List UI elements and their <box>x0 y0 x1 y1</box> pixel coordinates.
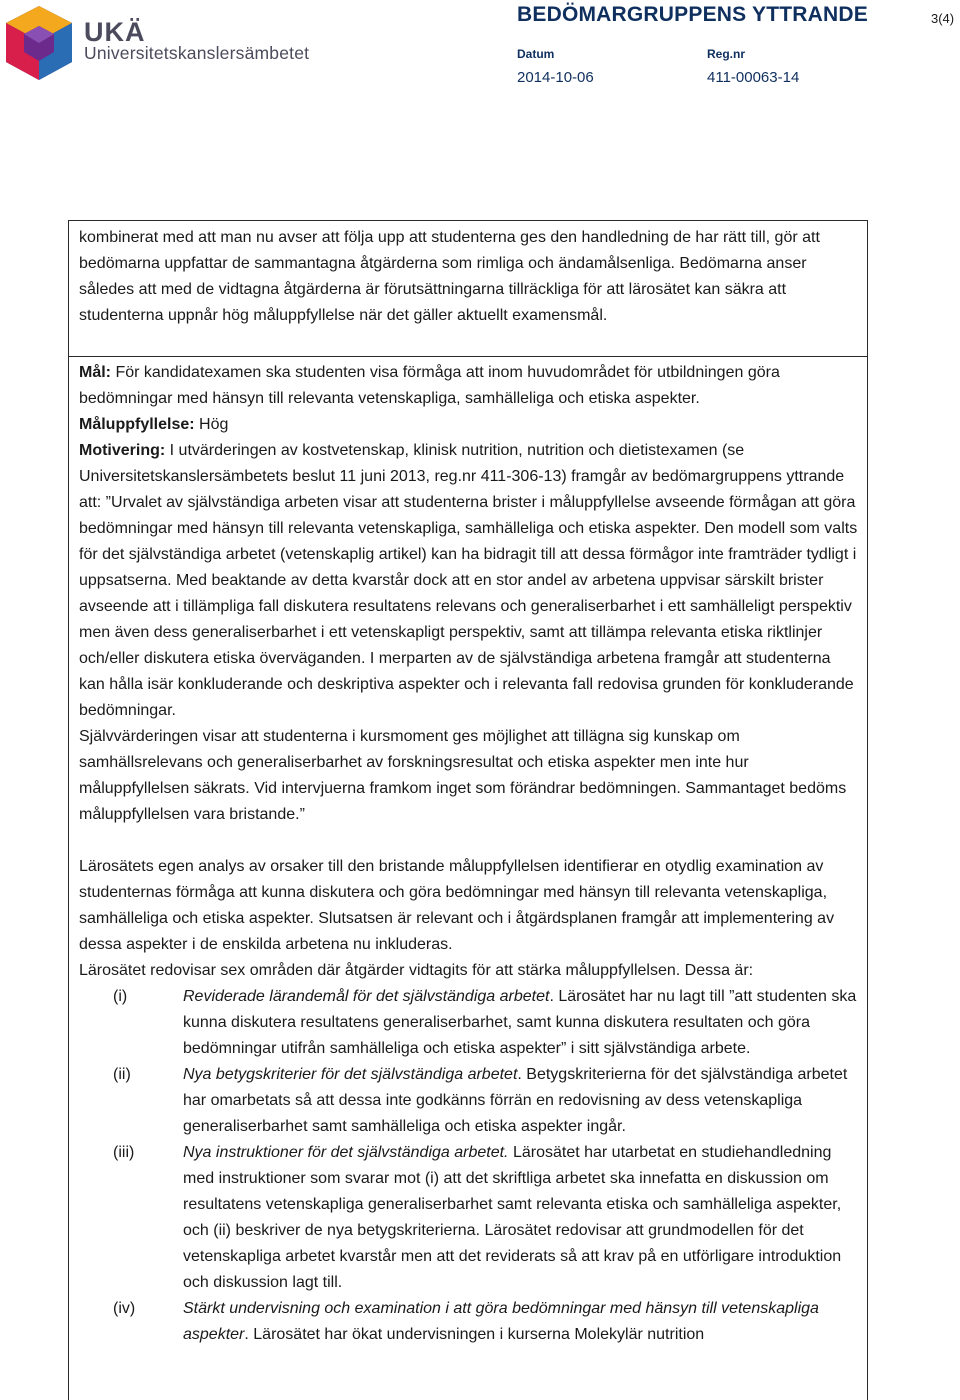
intro-paragraph: kombinerat med att man nu avser att följa upp att studenterna ges den handledning de har rätt till, gör att bedömarna uppfattar de sammantagna åtgärderna som rimliga och ändamålsenliga. Bedömarna anser således att med de vidtagna åtgärderna är förutsättningarna tillräckliga för att lärosätet kan säkra att studenterna uppnår hög måluppfyllelse när det gäller aktuellt examensmål. <box>79 229 820 324</box>
measures-list <box>79 984 859 1348</box>
list-item-text: . Betygskriterierna för det självständiga arbetet har omarbetats så att dessa inte godkänns förrän en redovisning av dess vetenskapliga generaliserbarhet samt samhälleliga och etiska aspekter ingår. <box>183 1066 848 1135</box>
reg-value: 411-00063-14 <box>707 69 800 86</box>
list-item-number: (iv) <box>113 1300 136 1317</box>
list-item-lead: Stärkt undervisning och examination i att göra bedömningar med hänsyn till vetenskapliga aspekter <box>183 1300 819 1343</box>
motivation-label: Motivering: <box>79 442 166 459</box>
list-item-number: (ii) <box>113 1066 131 1083</box>
fulfilment-paragraph <box>79 412 859 438</box>
reg-label: Reg.nr <box>707 47 746 61</box>
goal-text: För kandidatexamen ska studenten visa förmåga att inom huvudområdet för utbildningen göra bedömningar med hänsyn till relevanta vetenskapliga, samhälleliga och etiska aspekter. <box>79 364 780 407</box>
list-item <box>79 1062 859 1140</box>
list-item-text: . Lärosätet har ökat undervisningen i kurserna Molekylär nutrition <box>244 1326 705 1343</box>
list-item-lead: Reviderade lärandemål för det självständiga arbetet <box>183 988 550 1005</box>
list-item-lead: Nya betygskriterier för det självständiga arbetet <box>183 1066 518 1083</box>
goal-paragraph <box>79 360 859 412</box>
intro-block <box>79 225 859 329</box>
org-long-name: Universitetskanslersämbetet <box>84 43 310 63</box>
analysis-paragraph: Lärosätets egen analys av orsaker till den bristande måluppfyllelsen identifierar en otydlig examination av studenternas förmåga att kunna diskutera och göra bedömningar med hänsyn till relevanta vetenskapliga, samhälleliga och etiska aspekter. Slutsatsen är relevant och i åtgärdsplanen framgår att implementering av dessa aspekter i de enskilda arbetena nu inkluderas. <box>79 858 835 953</box>
list-item-text: Lärosätet har utarbetat en studiehandledning med instruktioner som svarar mot (i) att det skriftliga arbetet ska innefatta en diskussion om resultatens vetenskapliga generaliserbarhet samt relevanta etiska och samhälleliga aspekter, och (ii) beskriver de nya betygskriterierna. Lärosätet redovisar att grundmodellen för det vetenskapliga arbetet kvarstår men att det reviderats så att krav på en utförligare introduktion och diskussion lagt till. <box>183 1144 842 1291</box>
motivation-paragraph <box>79 438 859 724</box>
document-title: BEDÖMARGRUPPENS YTTRANDE <box>517 3 868 26</box>
list-item <box>79 984 859 1062</box>
list-item-text: . Lärosätet har nu lagt till ”att studenten ska kunna diskutera resultatens generaliserbarhet, samt kunna diskutera resultaten och göra bedömningar utifrån samhälleliga och etiska aspekter” i sitt självständiga arbete. <box>183 988 857 1057</box>
fulfilment-value: Hög <box>194 416 229 433</box>
areas-intro: Lärosätet redovisar sex områden där åtgärder vidtagits för att stärka måluppfyllelsen. Dessa är: <box>79 962 754 979</box>
date-value: 2014-10-06 <box>517 69 594 86</box>
list-item <box>79 1296 859 1348</box>
list-item-number: (i) <box>113 988 128 1005</box>
list-item <box>79 1140 859 1296</box>
goal-label: Mål: <box>79 364 111 381</box>
motivation-text: I utvärderingen av kostvetenskap, klinisk nutrition, nutrition och dietistexamen (se Universitetskanslersämbetets beslut 11 juni 2013, reg.nr 411-306-13) framgår av bedömargruppens yttrande att: ”Urvalet av självständiga arbeten visar att studenterna brister i måluppfyllelse avseende förmågan att göra bedömningar med hänsyn till relevanta vetenskapliga, samhälleliga och etiska aspekter. Den modell som valts för det självständiga arbetet (vetenskaplig artikel) kan ha bidragit till att dessa förmågor inte framträder tydligt i uppsatserna. Med beaktande av detta kvarstår dock att en stor andel av arbetena uppvisar särskilt brister avseende att i tillämpliga fall diskutera resultatens relevans och generaliserbarhet i ett samhälleligt perspektiv men även dess generaliserbarhet i ett vetenskapligt perspektiv, samt att tillämpa relevanta etiska riktlinjer och/eller diskutera etiska överväganden. I merparten av de självständiga arbetena framgår att studenterna kan hålla isär konkluderande och deskriptiva aspekter och i relevanta fall redovisa grunden för konkluderande bedömningar. <box>79 442 858 719</box>
list-item-number: (iii) <box>113 1144 135 1161</box>
fulfilment-label: Måluppfyllelse: <box>79 416 195 433</box>
quote-continued: Självvärderingen visar att studenterna i kursmoment ges möjlighet att tillägna sig kunskap om samhällsrelevans och generaliserbarhet av forskningsresultat och etiska aspekter men inte hur måluppfyllelsen säkrats. Vid intervjuerna framkom inget som förändrar bedömningen. Sammantaget bedöms måluppfyllelsen vara bristande.” <box>79 728 847 823</box>
goal-section <box>79 360 859 1348</box>
org-short-name: UKÄ <box>84 17 146 47</box>
frame-divider <box>68 356 868 357</box>
uka-logo-icon <box>4 4 74 82</box>
list-item-lead: Nya instruktioner för det självständiga arbetet. <box>183 1144 509 1161</box>
date-label: Datum <box>517 47 555 61</box>
page-number: 3(4) <box>931 11 955 26</box>
